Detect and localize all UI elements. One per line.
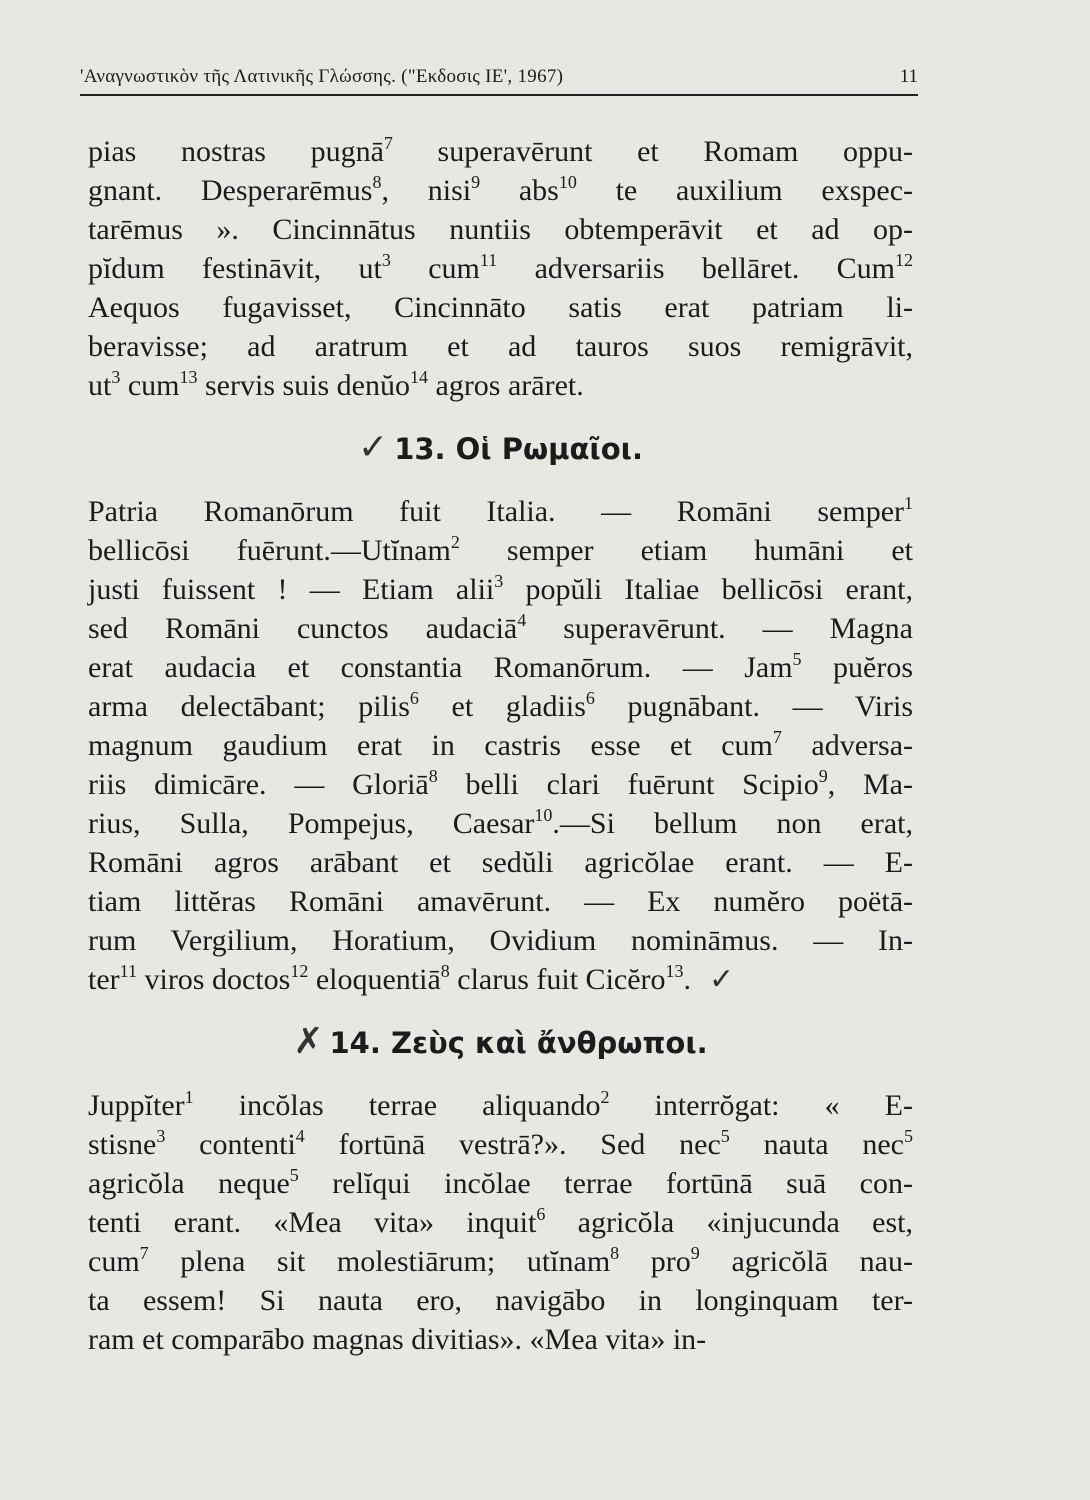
text-run: ta essem! Si nauta ero, navigābo in longinquam ter-: [88, 1284, 913, 1317]
section-13-title: 13. Οἱ Ρωμαῖοι.: [394, 432, 643, 466]
text-line: [88, 648, 913, 687]
text-line: [88, 570, 913, 609]
page-number: 11: [899, 66, 918, 87]
footnote-marker: 8: [372, 172, 382, 192]
text-run: plena sit molestiārum; utĭnam: [148, 1245, 611, 1278]
footnote-marker: 12: [290, 961, 309, 981]
footnote-marker: 5: [720, 1126, 730, 1146]
footnote-marker: 6: [585, 688, 595, 708]
footnote-marker: 3: [111, 367, 121, 387]
footnote-marker: 6: [536, 1204, 546, 1224]
footnote-marker: 2: [450, 532, 460, 552]
cross-mark-icon: ✗: [293, 1021, 324, 1062]
footnote-marker: 5: [792, 649, 802, 669]
text-line: [88, 609, 913, 648]
text-run: abs: [480, 174, 559, 207]
text-run: beravisse; ad aratrum et ad tauros suos remigrāvit,: [88, 330, 913, 363]
text-line: [88, 804, 913, 843]
text-run: adversa-: [781, 729, 914, 762]
footnote-marker: 9: [690, 1243, 700, 1263]
footnote-marker: 11: [479, 250, 498, 270]
footnote-marker: 5: [904, 1126, 913, 1146]
footnote-marker: 10: [534, 805, 553, 825]
text-run: , Ma-: [827, 768, 913, 801]
text-run: magnum gaudium erat in castris esse et cum: [88, 729, 773, 762]
text-line: [88, 210, 913, 249]
section-14-paragraph: [88, 1086, 913, 1359]
text-line: [88, 921, 913, 960]
text-run: superavērunt et Romam oppu-: [392, 135, 913, 168]
text-run: superavērunt. — Magna: [526, 612, 913, 645]
text-line: [88, 1125, 913, 1164]
text-run: incŏlas terrae aliquando: [193, 1089, 601, 1122]
text-run: rius, Sulla, Pompejus, Caesar: [88, 807, 535, 840]
footnote-marker: 3: [494, 571, 504, 591]
text-run: et gladiis: [418, 690, 586, 723]
text-line: [88, 249, 913, 288]
text-run: adversariis bellāret. Cum: [497, 252, 896, 285]
footnote-marker: 13: [665, 961, 684, 981]
text-line: [88, 1320, 913, 1359]
text-run: clarus fuit Cicĕro: [449, 963, 666, 996]
text-line: [88, 882, 913, 921]
text-run: justi fuissent ! — Etiam alii: [88, 573, 495, 606]
text-run: popŭli Italiae bellicōsi erant,: [503, 573, 913, 606]
text-run: ut: [88, 369, 112, 402]
running-header: [80, 64, 918, 96]
text-run: bellicōsi fuērunt.—Utĭnam: [88, 534, 451, 567]
footnote-marker: 3: [381, 250, 391, 270]
footnote-marker: 3: [156, 1126, 166, 1146]
section-13-paragraph: [88, 492, 913, 999]
text-line: [88, 288, 913, 327]
text-line: [88, 327, 913, 366]
text-line: [88, 171, 913, 210]
footnote-marker: 8: [428, 766, 438, 786]
text-line: [88, 1242, 913, 1281]
text-run: tenti erant. «Mea vita» inquit: [88, 1206, 537, 1239]
header-title: 'Αναγνωστικὸν τῆς Λατινικῆς Γλώσσης. ("Εκδοσις ΙΕ', 1967): [80, 66, 564, 87]
section-14-heading: [88, 1021, 913, 1062]
text-run: rum Vergilium, Horatium, Ovidium nomināmus. — In-: [88, 924, 913, 957]
text-run: pias nostras pugnā: [88, 135, 384, 168]
text-run: viros doctos: [136, 963, 291, 996]
text-run: eloquentiā: [308, 963, 441, 996]
section-14-title: 14. Ζεὺς καὶ ἄνθρωποι.: [329, 1026, 708, 1060]
footnote-marker: 10: [558, 172, 577, 192]
footnote-marker: 9: [818, 766, 828, 786]
text-run: tiam littĕras Romāni amavērunt. — Ex numĕro poëtā-: [88, 885, 913, 918]
section-12-ending-paragraph: [88, 132, 913, 405]
text-run: servis suis denŭo: [197, 369, 410, 402]
text-run: te auxilium exspec-: [576, 174, 913, 207]
footnote-marker: 4: [295, 1126, 305, 1146]
footnote-marker: 7: [772, 727, 782, 747]
text-run: Juppĭter: [88, 1089, 185, 1122]
text-run: relĭqui incŏlae terrae fortūnā suā con-: [298, 1167, 913, 1200]
text-run: nauta nec: [729, 1128, 904, 1161]
text-line: [88, 843, 913, 882]
checkmark-icon: ✓: [358, 427, 389, 468]
text-run: gnant. Desperarēmus: [88, 174, 373, 207]
text-run: agricŏla neque: [88, 1167, 290, 1200]
footnote-marker: 13: [179, 367, 198, 387]
footnote-marker: 1: [904, 493, 913, 513]
text-run: Patria Romanōrum fuit Italia. — Romāni semper: [88, 495, 904, 528]
text-line: [88, 960, 913, 999]
text-run: .: [683, 963, 692, 996]
text-line: [88, 687, 913, 726]
text-run: ram et comparābo magnas divitias». «Mea vita» in-: [88, 1323, 707, 1356]
text-line: [88, 492, 913, 531]
text-run: pugnābant. — Viris: [594, 690, 913, 723]
text-line: [88, 1203, 913, 1242]
text-line: [88, 1164, 913, 1203]
text-run: contenti: [165, 1128, 296, 1161]
text-run: agricŏla «injucunda est,: [545, 1206, 913, 1239]
text-run: puĕros: [801, 651, 914, 684]
text-run: stisne: [88, 1128, 157, 1161]
text-run: interrŏgat: « E-: [609, 1089, 913, 1122]
text-run: cum: [390, 252, 480, 285]
text-run: cum: [88, 1245, 140, 1278]
text-run: belli clari fuērunt Scipio: [437, 768, 819, 801]
text-run: riis dimicāre. — Gloriā: [88, 768, 429, 801]
text-run: pĭdum festināvit, ut: [88, 252, 382, 285]
checkmark-icon: ✓: [709, 962, 735, 997]
text-run: agros arāret.: [428, 369, 584, 402]
footnote-marker: 14: [410, 367, 428, 387]
text-line: [88, 1281, 913, 1320]
text-run: fortūnā vestrā?». Sed nec: [304, 1128, 721, 1161]
text-run: pro: [619, 1245, 691, 1278]
text-run: cum: [120, 369, 180, 402]
text-run: semper etiam humāni et: [459, 534, 913, 567]
text-line: [88, 1086, 913, 1125]
text-run: tarēmus ». Cincinnātus nuntiis obtemperāvit et ad op-: [88, 213, 913, 246]
text-line: [88, 366, 913, 405]
footnote-marker: 11: [119, 961, 137, 981]
text-run: erat audacia et constantia Romanōrum. — Jam: [88, 651, 793, 684]
text-line: [88, 765, 913, 804]
text-run: Aequos fugavisset, Cincinnāto satis erat patriam li-: [88, 291, 913, 324]
text-line: [88, 132, 913, 171]
page-body: [88, 132, 913, 1359]
text-run: arma delectābant; pilis: [88, 690, 410, 723]
text-run: .—Si bellum non erat,: [552, 807, 913, 840]
footnote-marker: 4: [517, 610, 527, 630]
footnote-marker: 7: [383, 133, 393, 153]
text-run: agricŏlā nau-: [699, 1245, 913, 1278]
text-run: Romāni agros arābant et sedŭli agricŏlae erant. — E-: [88, 846, 913, 879]
footnote-marker: 6: [409, 688, 419, 708]
text-line: [88, 531, 913, 570]
text-run: sed Romāni cunctos audaciā: [88, 612, 518, 645]
text-line: [88, 726, 913, 765]
footnote-marker: 2: [600, 1087, 610, 1107]
footnote-marker: 8: [610, 1243, 620, 1263]
footnote-marker: 1: [184, 1087, 194, 1107]
footnote-marker: 12: [895, 250, 914, 270]
footnote-marker: 9: [471, 172, 481, 192]
footnote-marker: 5: [289, 1165, 299, 1185]
footnote-marker: 8: [440, 961, 450, 981]
section-13-heading: [88, 427, 913, 468]
text-run: , nisi: [381, 174, 472, 207]
text-run: ter: [88, 963, 120, 996]
footnote-marker: 7: [139, 1243, 149, 1263]
